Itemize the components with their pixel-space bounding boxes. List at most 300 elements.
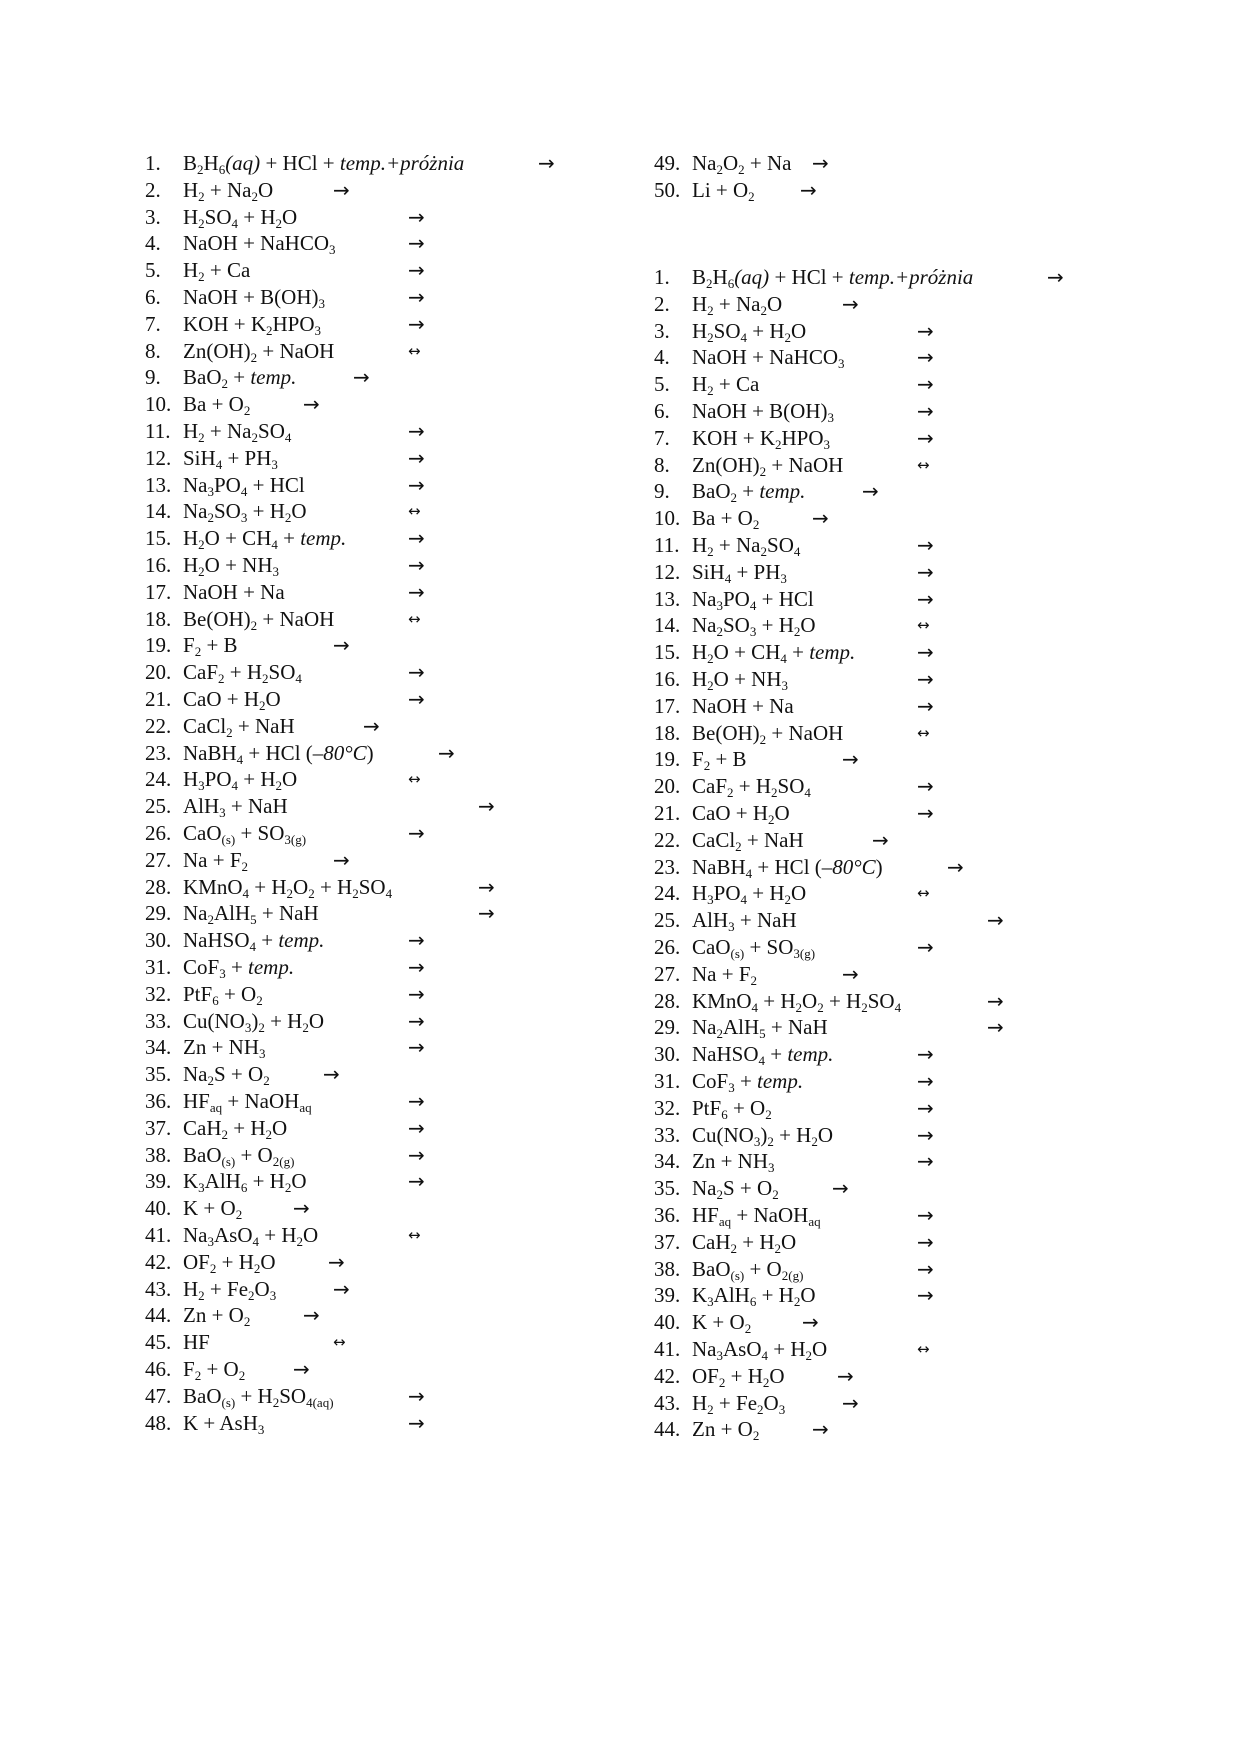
reaction-number: 34. [654, 1149, 681, 1174]
reaction-equation [692, 557, 787, 587]
subscript: 2 [198, 269, 205, 285]
reaction-equation [692, 637, 855, 667]
formula-text: + H [228, 1115, 266, 1140]
formula-text: O [791, 318, 807, 343]
subscript: aq [299, 1100, 312, 1115]
formula-text: + H [247, 499, 285, 524]
formula-text: Ba + O [692, 506, 753, 531]
reaction-equation [183, 1059, 270, 1089]
reaction-arrow-icon: → [917, 1069, 934, 1093]
reaction-arrow-icon: → [333, 177, 350, 202]
reaction-number: 35. [654, 1176, 681, 1201]
reaction-number: 11. [145, 419, 171, 443]
formula-text: NaHSO [183, 928, 250, 953]
formula-text: Cu(NO [183, 1008, 245, 1033]
reversible-arrow-icon: ↔ [917, 1340, 930, 1358]
reaction-arrow-icon: → [987, 988, 1004, 1013]
formula-text: CaH [183, 1115, 222, 1140]
formula-text: BaO [692, 479, 731, 504]
reaction-equation [183, 1006, 324, 1036]
reaction-equation [692, 450, 843, 480]
formula-text: H [692, 533, 708, 557]
reaction-arrow-icon: → [408, 285, 425, 309]
reaction-number: 43. [145, 1276, 172, 1301]
reaction-arrow-icon: → [842, 291, 859, 316]
reaction-arrow-icon: → [812, 506, 829, 531]
formula-text: SO [777, 774, 805, 799]
reaction-arrow-icon: → [408, 1410, 425, 1435]
subscript: 3 [707, 1294, 714, 1310]
reaction-number: 45. [145, 1330, 172, 1355]
reaction-arrow-icon: → [917, 774, 934, 799]
reaction-equation [183, 657, 302, 687]
formula-text: NaHSO [692, 1042, 759, 1067]
formula-text: + H [314, 874, 353, 899]
subscript: 2 [817, 999, 824, 1015]
formula-text: + [734, 1069, 758, 1093]
formula-text: O [774, 801, 790, 825]
formula-text: O + CH [713, 640, 781, 665]
formula-text: Na + F [183, 847, 242, 872]
reaction-number: 24. [654, 881, 681, 906]
formula-text: CaCl [692, 827, 736, 852]
subscript: 2 [757, 1401, 764, 1417]
subscript: 2 [207, 1073, 214, 1089]
subscript: 2 [718, 1374, 726, 1390]
formula-text: H [203, 151, 219, 175]
reaction-number: 39. [654, 1283, 681, 1308]
reaction-number: 23. [654, 854, 681, 879]
formula-text: AlH [713, 1283, 750, 1308]
reaction-number: 30. [654, 1042, 681, 1067]
subscript: 2 [774, 1240, 782, 1256]
formula-text: H [183, 553, 199, 577]
subscript: 2 [760, 544, 768, 559]
subscript: 2 [286, 885, 294, 901]
subscript: 3(g) [284, 832, 307, 847]
formula-text: S + O [723, 1176, 773, 1201]
reaction-number: 20. [654, 774, 681, 799]
reaction-arrow-icon: → [408, 526, 425, 551]
subscript: 2 [284, 510, 292, 526]
formula-text: + SO [235, 821, 285, 845]
formula-text: Zn(OH) [183, 338, 251, 363]
reaction-arrow-icon: → [408, 687, 425, 711]
reaction-equation [692, 476, 805, 506]
formula-text: F [183, 633, 195, 658]
subscript: 3 [716, 597, 723, 613]
reaction-number: 2. [654, 291, 670, 316]
formula-text: + H [773, 1122, 812, 1147]
reaction-arrow-icon: → [303, 392, 320, 417]
formula-text: O [265, 687, 281, 711]
reaction-equation [183, 818, 306, 848]
subscript: 3 [272, 564, 280, 579]
reaction-number: 5. [654, 372, 670, 397]
reaction-equation [692, 316, 806, 346]
formula-text: Zn + O [183, 1303, 244, 1328]
formula-text: O [817, 1122, 834, 1147]
formula-text: SO [258, 419, 285, 443]
reaction-arrow-icon: → [408, 1383, 425, 1408]
formula-text: Na [692, 1337, 717, 1361]
reaction-number: 40. [145, 1196, 172, 1221]
reaction-number: 44. [145, 1303, 172, 1328]
subscript: 2 [759, 731, 767, 747]
subscript: 2 [707, 383, 714, 399]
formula-text: + [225, 955, 249, 979]
formula-text: Na [692, 1176, 717, 1201]
reaction-equation [692, 664, 788, 694]
subscript: 2 [768, 812, 775, 827]
subscript: 2 [752, 1428, 760, 1444]
subscript: 3 [749, 624, 757, 640]
reaction-equation [692, 1254, 803, 1284]
formula-text: PtF [183, 981, 213, 1006]
reaction-number: 21. [145, 687, 172, 711]
reaction-equation [183, 202, 297, 232]
reaction-number: 17. [654, 693, 681, 718]
formula-text: + O [235, 1142, 273, 1167]
subscript: 2 [707, 1401, 714, 1417]
formula-text: OF [183, 1249, 210, 1274]
reaction-equation [183, 1354, 245, 1384]
subscript: 4 [745, 865, 753, 881]
formula-text: + Na [713, 291, 761, 316]
subscript: 2 [207, 510, 214, 526]
reversible-arrow-icon: ↔ [333, 1333, 346, 1352]
reaction-equation [183, 604, 334, 634]
reaction-arrow-icon: → [917, 1095, 934, 1120]
reaction-equation [692, 584, 814, 614]
reaction-equation [183, 1113, 287, 1143]
subscript: 2 [251, 430, 259, 445]
reaction-equation [183, 1408, 264, 1438]
subscript: 3 [257, 1421, 265, 1437]
formula-text: + H [725, 1363, 763, 1388]
formula-text: CaCl [183, 713, 227, 738]
reaction-equation [692, 1066, 803, 1096]
formula-text: + NaOH [731, 1203, 809, 1227]
subscript: 4 [236, 751, 244, 767]
subscript: 3 [838, 356, 845, 372]
reaction-equation [183, 738, 374, 768]
subscript: 2 [209, 1260, 217, 1276]
reaction-number: 9. [654, 479, 670, 504]
reaction-equation [183, 148, 464, 178]
reaction-equation [692, 744, 747, 774]
formula-text: KOH + K [692, 425, 776, 450]
reaction-number: 19. [654, 747, 681, 772]
reaction-equation [183, 1300, 250, 1330]
reversible-arrow-icon: ↔ [917, 455, 930, 474]
subscript: 2 [767, 1133, 774, 1149]
subscript: 2 [198, 215, 205, 231]
reaction-number: 21. [654, 801, 681, 825]
reaction-arrow-icon: → [842, 961, 859, 986]
formula-text: H [183, 1276, 199, 1301]
reversible-arrow-icon: ↔ [917, 723, 930, 742]
subscript: 2 [243, 403, 251, 419]
formula-text: + H [747, 318, 785, 343]
formula-text: NaOH + NaHCO [692, 345, 838, 370]
subscript: 6 [727, 276, 735, 291]
reaction-number: 7. [145, 311, 161, 336]
formula-text: AlH [723, 1015, 760, 1040]
formula-text: AsO [214, 1223, 253, 1247]
formula-text: Na [692, 1015, 717, 1040]
subscript: 4 [271, 537, 278, 553]
formula-text: O [812, 1337, 828, 1361]
formula-text: NaOH + B(OH) [183, 285, 319, 309]
subscript: 6 [218, 162, 226, 177]
reaction-arrow-icon: → [408, 445, 425, 470]
subscript: (s) [221, 832, 236, 847]
formula-text: + [256, 928, 279, 953]
formula-text: CaF [183, 660, 219, 685]
subscript: 3 [207, 1234, 214, 1249]
reaction-equation [692, 1280, 816, 1310]
formula-text: SO [358, 874, 386, 899]
formula-text: Be(OH) [692, 720, 760, 745]
reaction-arrow-icon: → [408, 1142, 425, 1167]
subscript: 2 [716, 1026, 723, 1042]
formula-text: O [723, 151, 739, 175]
formula-text: KMnO [183, 874, 243, 899]
reaction-number: 40. [654, 1310, 681, 1335]
formula-text: + H [264, 1008, 303, 1033]
formula-text: + Ca [713, 372, 760, 397]
formula-text: + H [756, 1283, 794, 1308]
subscript: 4 [761, 1348, 769, 1363]
reaction-number: 33. [145, 1008, 172, 1033]
subscript: 6 [240, 1180, 248, 1196]
reaction-arrow-icon: → [323, 1062, 340, 1087]
reaction-number: 25. [654, 908, 681, 933]
reaction-number: 16. [654, 667, 681, 691]
formula-text: (aq) [734, 265, 770, 289]
formula-text: + H [249, 874, 287, 899]
formula-text: O [763, 1390, 779, 1415]
subscript: 3 [823, 436, 831, 452]
reaction-number: 22. [654, 827, 681, 852]
formula-text: AlH [214, 901, 251, 926]
reaction-equation [692, 986, 901, 1016]
subscript: 3 [728, 1080, 735, 1095]
subscript: 2 [735, 838, 742, 854]
subscript: 2 [811, 1133, 818, 1149]
reversible-arrow-icon: ↔ [408, 770, 421, 789]
reaction-number: 13. [654, 586, 681, 611]
reaction-number: 28. [654, 988, 681, 1013]
reaction-number: 39. [145, 1169, 172, 1194]
formula-text: SO [713, 318, 741, 343]
reaction-arrow-icon: → [832, 1176, 849, 1201]
subscript: 2 [352, 885, 359, 901]
reaction-equation [692, 1307, 751, 1337]
subscript: 3 [198, 1180, 205, 1196]
reaction-equation [692, 289, 782, 319]
reaction-equation [692, 878, 806, 908]
formula-text: Ba + O [183, 392, 244, 417]
subscript: 2 [706, 276, 713, 291]
formula-text: temp.+próżnia [339, 151, 465, 175]
subscript: 2 [198, 564, 205, 579]
reaction-equation [692, 1173, 779, 1203]
formula-text: Na [183, 499, 208, 524]
subscript: 4 [751, 999, 759, 1015]
reaction-equation [183, 1032, 266, 1062]
formula-text: + HCl ( [752, 854, 822, 879]
formula-text: SO [279, 1383, 307, 1408]
formula-text: ) [251, 1008, 259, 1033]
reaction-number: 50. [654, 177, 681, 202]
reaction-equation [183, 791, 288, 821]
subscript: 4 [249, 939, 256, 955]
reaction-number: 41. [145, 1223, 172, 1247]
reaction-arrow-icon: → [293, 1196, 310, 1221]
reaction-equation [692, 503, 759, 533]
formula-text: NaOH + Na [692, 693, 794, 718]
subscript: 2 [760, 302, 768, 318]
subscript: 2 [784, 892, 792, 908]
formula-text: Na [183, 901, 208, 926]
reaction-arrow-icon: → [408, 258, 425, 283]
subscript: (s) [730, 946, 745, 961]
subscript: 2 [716, 624, 723, 640]
formula-text: H [183, 258, 199, 283]
subscript: 2 [716, 162, 723, 177]
subscript: 2 [197, 162, 204, 177]
subscript: 2 [198, 1287, 205, 1303]
formula-text: HPO [781, 425, 824, 450]
reaction-arrow-icon: → [917, 1203, 934, 1227]
subscript: 2 [738, 162, 745, 177]
reaction-equation [692, 369, 759, 399]
reaction-arrow-icon: → [478, 901, 495, 926]
reaction-equation [692, 530, 800, 560]
formula-text: BaO [183, 1383, 222, 1408]
reaction-arrow-icon: → [408, 311, 425, 336]
subscript: 2 [194, 1368, 202, 1383]
reaction-equation [692, 1039, 833, 1069]
formula-text: + Na [204, 419, 252, 443]
formula-text: B [692, 265, 707, 289]
formula-text: F [692, 747, 704, 772]
reaction-equation [183, 470, 305, 500]
reaction-equation [692, 932, 815, 962]
reaction-number: 10. [145, 392, 172, 417]
formula-text: + H [238, 767, 276, 792]
subscript: 2 [250, 349, 258, 365]
reaction-equation [183, 898, 319, 928]
reversible-arrow-icon: ↔ [408, 502, 421, 521]
formula-text: H [183, 204, 199, 229]
reaction-equation [692, 148, 792, 178]
reaction-equation [692, 1414, 759, 1444]
reaction-number: 1. [654, 265, 670, 289]
formula-text: CaO [692, 935, 731, 959]
reaction-arrow-icon: → [408, 660, 425, 685]
reaction-number: 32. [145, 981, 172, 1006]
subscript: 2 [207, 912, 214, 928]
reaction-equation [692, 1120, 833, 1150]
reaction-number: 42. [654, 1363, 681, 1388]
formula-text: + NaOH [222, 1089, 300, 1113]
reaction-equation [692, 1093, 772, 1123]
subscript: 2 [256, 992, 263, 1008]
subscript: 4 [231, 778, 239, 794]
subscript: (s) [221, 1394, 236, 1410]
subscript: 3 [240, 510, 248, 526]
formula-text: + HCl ( [243, 740, 313, 765]
formula-text: CaO + H [183, 687, 260, 711]
formula-text: K + O [692, 1310, 745, 1335]
subscript: 3 [207, 483, 214, 499]
formula-text: + PH [731, 559, 781, 584]
formula-text: + NaOH [766, 452, 844, 477]
subscript: 2 [748, 188, 755, 204]
subscript: 2 [198, 430, 205, 445]
formula-text: NaOH + NaHCO [183, 231, 329, 256]
formula-text: + NaH [225, 794, 288, 819]
subscript: 4 [804, 785, 811, 801]
reaction-arrow-icon: → [917, 399, 934, 423]
subscript: 2 [716, 1187, 723, 1203]
reaction-arrow-icon: → [842, 1390, 859, 1415]
subscript: 4 [284, 430, 292, 445]
formula-text: NaBH [692, 854, 746, 879]
reaction-equation [692, 1146, 775, 1176]
reaction-equation [183, 952, 294, 982]
subscript: 2 [707, 651, 714, 667]
reaction-number: 25. [145, 794, 172, 819]
formula-text: O [802, 988, 818, 1013]
reaction-arrow-icon: → [917, 1256, 934, 1281]
reaction-equation [183, 336, 334, 366]
subscript: 2 [730, 490, 737, 506]
formula-text: B [183, 151, 198, 175]
subscript: 2 [707, 329, 714, 345]
formula-text: CaF [692, 774, 728, 799]
formula-text: H [692, 640, 708, 665]
reaction-arrow-icon: → [917, 586, 934, 611]
formula-text: + H [823, 988, 862, 1013]
reaction-arrow-icon: → [917, 1229, 934, 1254]
reaction-number: 6. [654, 399, 670, 423]
formula-text: + Fe [713, 1390, 758, 1415]
subscript: 3 [271, 456, 278, 472]
formula-text: + NaOH [257, 606, 335, 631]
formula-text: O [800, 1283, 816, 1308]
formula-text: H [183, 177, 199, 202]
formula-text: O [254, 1276, 270, 1301]
reaction-number: 3. [654, 318, 670, 343]
reversible-arrow-icon: ↔ [408, 609, 421, 628]
subscript: 3 [707, 892, 714, 908]
formula-text: + [786, 640, 810, 665]
subscript: 2 [771, 785, 778, 801]
subscript: 2 [248, 1287, 255, 1303]
subscript: 2 [730, 1240, 737, 1256]
subscript: 6 [749, 1294, 757, 1310]
formula-text: OF [692, 1363, 719, 1388]
formula-text: Na [692, 613, 717, 638]
formula-text: O [260, 1249, 276, 1274]
formula-text: Na [692, 151, 717, 175]
formula-text: + NaH [741, 827, 804, 852]
reaction-number: 9. [145, 365, 161, 390]
